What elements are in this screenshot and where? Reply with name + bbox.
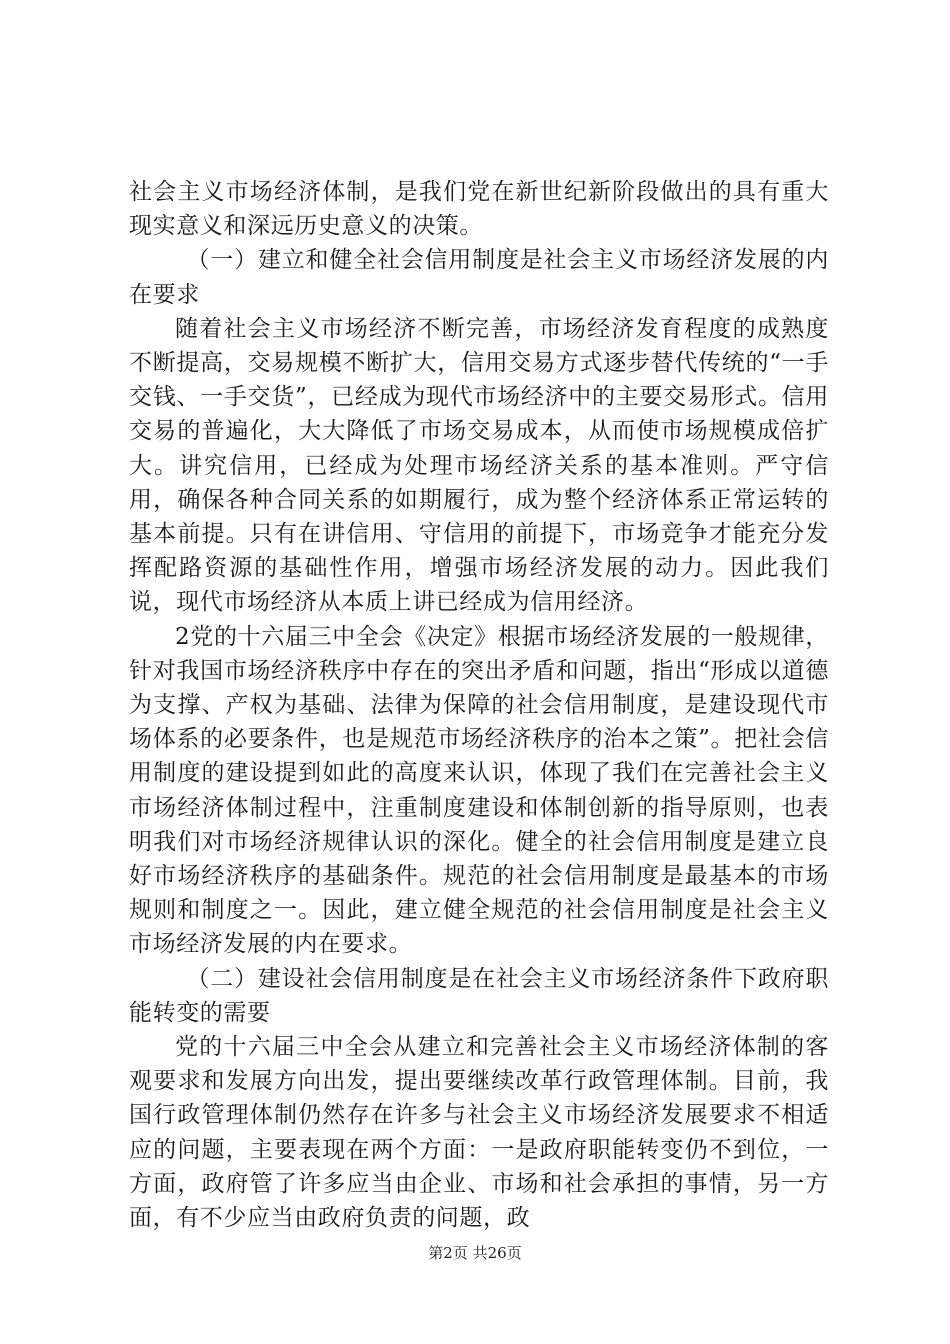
page-number-footer: 第2页 共26页 (428, 1244, 522, 1262)
section-heading-2: （二）建设社会信用制度是在社会主义市场经济条件下政府职能转变的需要 (129, 965, 829, 1026)
body-paragraph: 2党的十六届三中全会《决定》根据市场经济发展的一般规律，针对我国市场经济秩序中存在的突出矛盾和问题，指出“形成以道德为支撑、产权为基础、法律为保障的社会信用制度，是建设现代市场体系的必要条件，也是规范市场经济秩序的治本之策”。把社会信用制度的建设提到如此的高度来认识，体现了我们在完善社会主义市场经济体制过程中，注重制度建设和体制创新的指导原则，也表明我们对市场经济规律认识的深化。健全的社会信用制度是建立良好市场经济秩序的基础条件。规范的社会信用制度是最基本的市场规则和制度之一。因此，建立健全规范的社会信用制度是社会主义市场经济发展的内在要求。 (129, 623, 829, 958)
body-paragraph: 随着社会主义市场经济不断完善，市场经济发育程度的成熟度不断提高，交易规模不断扩大，信用交易方式逐步替代传统的“一手交钱、一手交货”，已经成为现代市场经济中的主要交易形式。信用交易的普遍化，大大降低了市场交易成本，从而使市场规模成倍扩大。讲究信用，已经成为处理市场经济关系的基本准则。严守信用，确保各种合同关系的如期履行，成为整个经济体系正常运转的基本前提。只有在讲信用、守信用的前提下，市场竞争才能充分发挥配路资源的基础性作用，增强市场经济发展的动力。因此我们说，现代市场经济从本质上讲已经成为信用经济。 (129, 315, 829, 616)
body-paragraph: 党的十六届三中全会从建立和完善社会主义市场经济体制的客观要求和发展方向出发，提出要继续改革行政管理体制。目前，我国行政管理体制仍然存在许多与社会主义市场经济发展要求不相适应的问题，主要表现在两个方面：一是政府职能转变仍不到位，一方面，政府管了许多应当由企业、市场和社会承担的事情，另一方面，有不少应当由政府负责的问题，政 (129, 1034, 829, 1232)
section-heading-1: （一）建立和健全社会信用制度是社会主义市场经济发展的内在要求 (129, 247, 829, 308)
document-body (129, 175, 829, 1235)
body-paragraph-continuation: 社会主义市场经济体制，是我们党在新世纪新阶段做出的具有重大现实意义和深远历史意义的决策。 (129, 179, 829, 240)
